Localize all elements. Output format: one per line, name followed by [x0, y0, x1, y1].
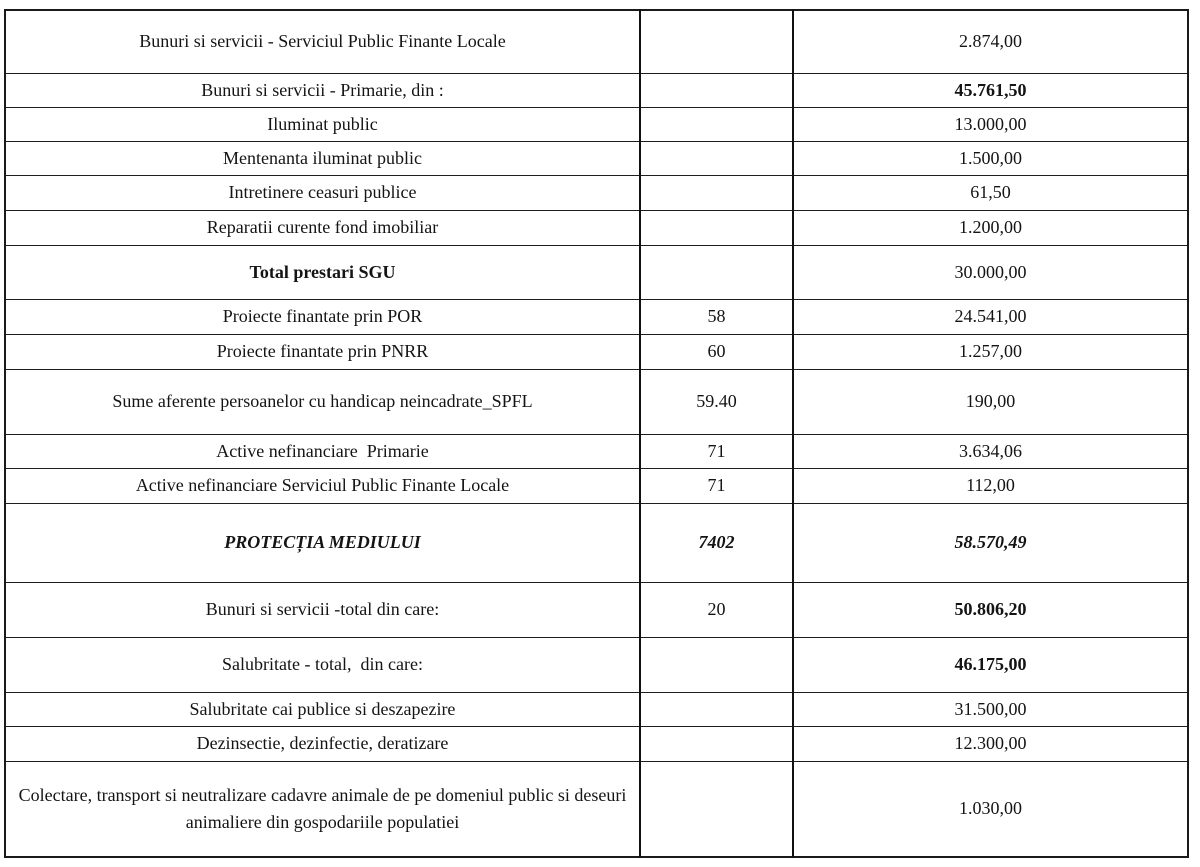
row-amount: 46.175,00 — [793, 637, 1188, 692]
table-row — [5, 468, 1188, 503]
row-amount: 13.000,00 — [793, 107, 1188, 141]
table-row — [5, 107, 1188, 141]
row-code — [640, 141, 793, 175]
row-code — [640, 245, 793, 299]
table-row — [5, 334, 1188, 369]
table-row — [5, 434, 1188, 468]
row-description: Bunuri si servicii - Primarie, din : — [5, 73, 640, 107]
row-code: 20 — [640, 582, 793, 637]
table-row — [5, 245, 1188, 299]
row-code — [640, 637, 793, 692]
row-code — [640, 692, 793, 726]
row-amount: 50.806,20 — [793, 582, 1188, 637]
row-description: Mentenanta iluminat public — [5, 141, 640, 175]
row-amount: 1.257,00 — [793, 334, 1188, 369]
row-amount: 3.634,06 — [793, 434, 1188, 468]
row-description: Total prestari SGU — [5, 245, 640, 299]
table-row — [5, 175, 1188, 210]
table-row — [5, 692, 1188, 726]
table-row — [5, 726, 1188, 761]
row-code — [640, 761, 793, 857]
row-description: Active nefinanciare Primarie — [5, 434, 640, 468]
row-description: Dezinsectie, dezinfectie, deratizare — [5, 726, 640, 761]
table-row — [5, 141, 1188, 175]
row-amount: 112,00 — [793, 468, 1188, 503]
row-description: Proiecte finantate prin POR — [5, 299, 640, 334]
row-amount: 31.500,00 — [793, 692, 1188, 726]
section-code: 7402 — [640, 503, 793, 582]
section-title: PROTECȚIA MEDIULUI — [5, 503, 640, 582]
row-amount: 30.000,00 — [793, 245, 1188, 299]
row-description: Iluminat public — [5, 107, 640, 141]
row-description: Active nefinanciare Serviciul Public Finante Locale — [5, 468, 640, 503]
row-code — [640, 726, 793, 761]
row-amount: 45.761,50 — [793, 73, 1188, 107]
row-code: 58 — [640, 299, 793, 334]
table-row — [5, 10, 1188, 73]
row-description: Salubritate cai publice si deszapezire — [5, 692, 640, 726]
row-description: Bunuri si servicii -total din care: — [5, 582, 640, 637]
row-amount: 1.200,00 — [793, 210, 1188, 245]
row-amount: 2.874,00 — [793, 10, 1188, 73]
table-row — [5, 582, 1188, 637]
table-row — [5, 369, 1188, 434]
row-code: 60 — [640, 334, 793, 369]
row-description: Salubritate - total, din care: — [5, 637, 640, 692]
row-amount: 1.030,00 — [793, 761, 1188, 857]
row-amount: 1.500,00 — [793, 141, 1188, 175]
row-description: Reparatii curente fond imobiliar — [5, 210, 640, 245]
row-description: Bunuri si servicii - Serviciul Public Finante Locale — [5, 10, 640, 73]
table-row — [5, 637, 1188, 692]
table-row — [5, 299, 1188, 334]
row-description: Colectare, transport si neutralizare cadavre animale de pe domeniul public si deseuri animaliere din gospodariile populatiei — [5, 761, 640, 857]
table-row — [5, 210, 1188, 245]
row-code — [640, 210, 793, 245]
row-code: 71 — [640, 468, 793, 503]
table-row — [5, 73, 1188, 107]
row-description: Sume aferente persoanelor cu handicap neincadrate_SPFL — [5, 369, 640, 434]
row-amount: 190,00 — [793, 369, 1188, 434]
table-row-section — [5, 503, 1188, 582]
row-description: Intretinere ceasuri publice — [5, 175, 640, 210]
row-code: 71 — [640, 434, 793, 468]
row-amount: 61,50 — [793, 175, 1188, 210]
row-code — [640, 73, 793, 107]
row-amount: 24.541,00 — [793, 299, 1188, 334]
table-row — [5, 761, 1188, 857]
row-code — [640, 10, 793, 73]
row-code: 59.40 — [640, 369, 793, 434]
section-amount: 58.570,49 — [793, 503, 1188, 582]
budget-table — [4, 9, 1189, 858]
row-code — [640, 175, 793, 210]
budget-table-body — [5, 10, 1188, 857]
row-code — [640, 107, 793, 141]
row-amount: 12.300,00 — [793, 726, 1188, 761]
row-description: Proiecte finantate prin PNRR — [5, 334, 640, 369]
